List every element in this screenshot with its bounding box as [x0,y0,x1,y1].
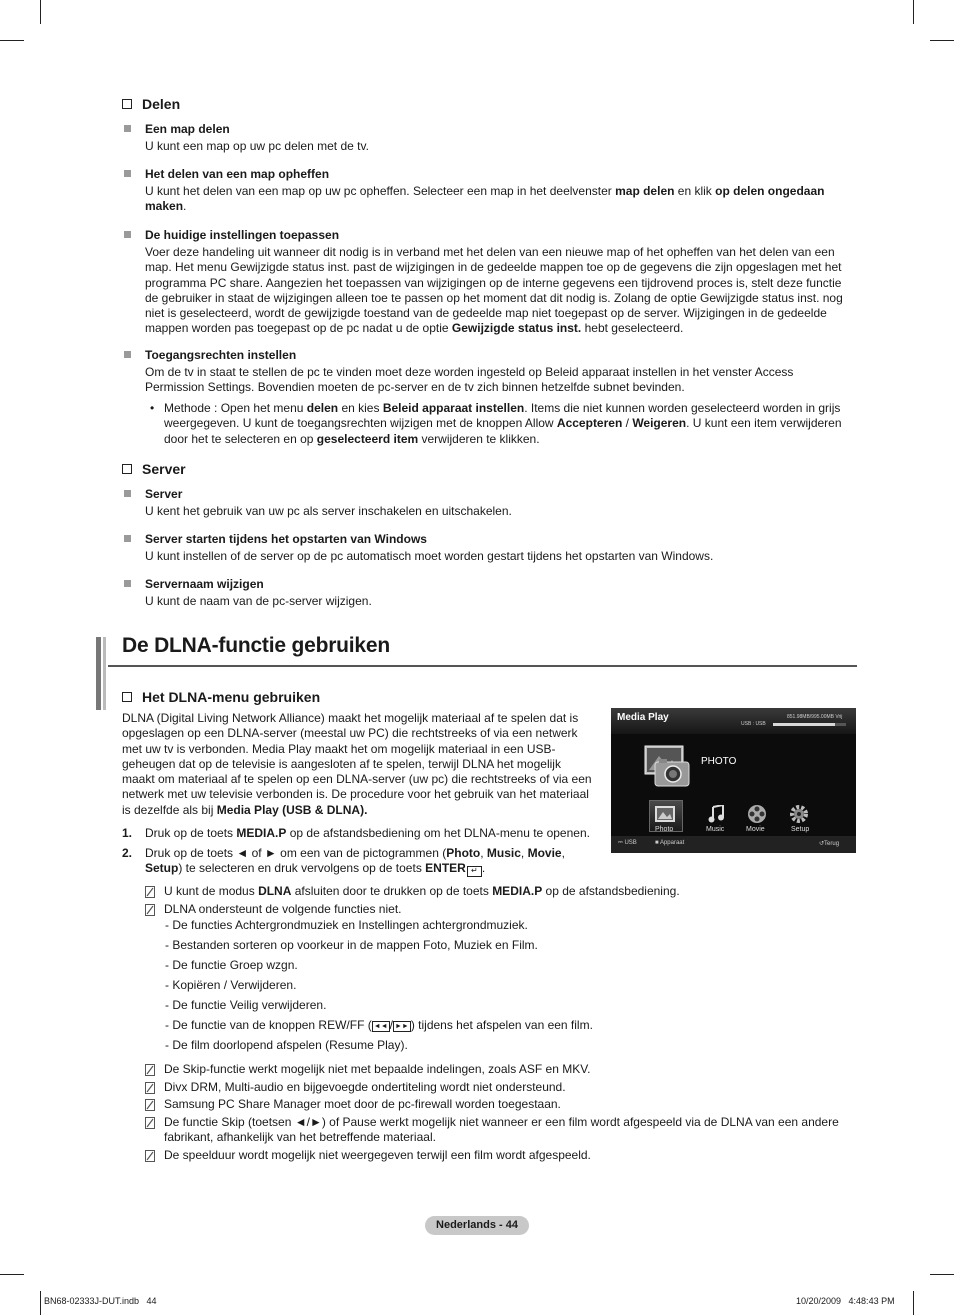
crop-mark [40,0,41,24]
note-icon [145,1064,157,1076]
dlna-intro: DLNA (Digital Living Network Alliance) maakt het mogelijk materiaal af te spelen dat is opgeslagen op een DLNA-server (meestal uw PC) die rechtstreeks of via een netwerk met uw tv is verbonden. Media Play maakt het om mogelijk materiaal in een USB-geheugen dat op de televisie is aangesloten af te spelen, terwijl DLNA het mogelijk maakt om materiaal af te spelen op een DLNA-server (uw pc) die rechtstreeks of via een netwerk met uw televisie verbonden is. De procedure voor het gebruik van het materiaal is dezelfde als bij Media Play (USB & DLNA). [122,711,592,817]
tv-current-label: PHOTO [701,756,737,767]
section-heading-dlna: Het DLNA-menu gebruiken [122,689,320,705]
enter-key-icon: ↵ [467,866,482,877]
footer-date: 10/20/2009 4:48:43 PM [796,1296,895,1306]
item-title: Het delen van een map opheffen [145,167,330,181]
note-text: De Skip-functie werkt mogelijk niet met bepaalde indelingen, zoals ASF en MKV. [164,1062,591,1076]
crop-mark [913,1291,914,1315]
dash-item: - De functie Veilig verwijderen. [165,998,327,1012]
tv-menu-music: Music [706,826,725,833]
note-text: DLNA ondersteunt de volgende functies niet. [164,902,402,916]
note-icon [145,1150,157,1162]
step-text: Druk op de toets ◄ of ► om een van de pictogrammen (Photo, Music, Movie, Setup) te selecteren en druk vervolgens op de toets ENTER ↵ . [145,846,565,876]
item-title: Server starten tijdens het opstarten van Windows [145,532,427,546]
square-bullet-icon [124,231,131,238]
checkbox-bullet-icon [122,464,132,474]
tv-storage: 851.98MB/995.00MB Vrij [787,714,843,720]
item-title: Toegangsrechten instellen [145,348,297,362]
square-bullet-icon [124,535,131,542]
checkbox-bullet-icon [122,692,132,702]
tv-menu-movie: Movie [746,826,765,833]
item-title: Servernaam wijzigen [145,577,264,591]
return-icon: ↺ [819,841,825,847]
item-body: Om de tv in staat te stellen de pc te vinden moet deze worden ingesteld op Beleid apparaat instellen in het venster Access Permission Settings. Bovendien moeten de pc-server en de tv zich binnen hetzelfde subnet bevinden. [145,365,794,395]
fast-forward-icon: ►► [394,1023,409,1030]
dot-bullet-icon: • [150,401,155,415]
tv-title: Media Play [617,712,669,723]
note-icon [145,1117,157,1129]
tv-footer-device: ■ Apparaat [655,840,685,846]
note-icon [145,886,157,898]
tv-storage-fill [773,723,835,726]
rewind-icon: ◄◄ [373,1023,388,1030]
crop-mark [40,1291,41,1315]
note-text: De functie Skip (toetsen ◄/►) of Pause werkt mogelijk niet wanneer er een film wordt afgespeeld via de DLNA van een andere fabrikant, afhankelijk van het betreffende materiaal. [164,1115,839,1145]
step-text: Druk op de toets MEDIA.P op de afstandsbediening om het DLNA-menu te openen. [145,826,590,840]
square-bullet-icon [124,351,131,358]
dash-item: - De film doorlopend afspelen (Resume Play). [165,1038,408,1052]
dash-item: - Kopiëren / Verwijderen. [165,978,297,992]
square-bullet-icon [124,580,131,587]
tv-storage-bar [773,723,846,726]
note-icon [145,1082,157,1094]
footer-file: BN68-02333J-DUT.indb 44 [44,1296,157,1306]
item-body: U kunt het delen van een map op uw pc opheffen. Selecteer een map in het deelvenster map delen en klik op delen ongedaan maken. [145,184,825,214]
photo-icon[interactable] [654,805,676,828]
item-title: De huidige instellingen toepassen [145,228,340,242]
note-icon [145,904,157,916]
crop-mark [0,1274,24,1275]
photo-folder-icon [641,744,691,788]
tv-footer-usb: ⎓ USB [618,840,637,846]
page-number-badge: Nederlands - 44 [425,1216,529,1235]
item-body: U kent het gebruik van uw pc als server inschakelen en uitschakelen. [145,504,512,518]
item-title: Een map delen [145,122,230,136]
item-body: U kunt de naam van de pc-server wijzigen. [145,594,372,608]
checkbox-bullet-icon [122,99,132,109]
square-bullet-icon [124,490,131,497]
crop-mark [913,0,914,24]
item-title: Server [145,487,183,501]
dash-item: - De functies Achtergrondmuziek en Instellingen achtergrondmuziek. [165,918,528,932]
item-body: Voer deze handeling uit wanneer dit nodig is in verband met het delen van een nieuwe map of het opheffen van het delen van een map. Het menu Gewijzigde status inst. past de wijzigingen in de gedeelde mappen toe op de gegevens die zijn opgeslagen met het programma PC share. Aangezien het toepassen van wijzigingen op de interne gegevens een tijdrovend proces is, stelt deze functie de gebruiker in staat de wijzigingen alleen toe te passen op het moment dat dit nodig is. Zolang de optie Gewijzigde status inst. nog niet is geselecteerd, wordt de gewijzigde toestand van de gedeelde map niet toegepast op de server. Wijzigingen in de gedeelde mappen worden pas toegepast op de pc nadat u de optie Gewijzigde status inst. hebt geselecteerd. [145,245,843,336]
crop-mark [930,40,954,41]
note-text: Samsung PC Share Manager moet door de pc-firewall worden toegestaan. [164,1097,561,1111]
chapter-rule [108,665,857,667]
square-bullet-icon [124,170,131,177]
chapter-bar [96,637,101,710]
item-body: U kunt een map op uw pc delen met de tv. [145,139,369,153]
square-bullet-icon [124,125,131,132]
dash-item: - Bestanden sorteren op voorkeur in de mappen Foto, Muziek en Film. [165,938,538,952]
step-number: 1. [122,826,133,840]
dash-item: - De functie Groep wzgn. [165,958,298,972]
step-number: 2. [122,846,133,860]
crop-mark [930,1274,954,1275]
note-text: De speelduur wordt mogelijk niet weergegeven terwijl een film wordt afgespeeld. [164,1148,591,1162]
tv-menu-setup: Setup [791,826,810,833]
section-heading-server: Server [122,461,186,477]
music-icon[interactable] [708,805,724,828]
tv-footer-back: ↺Terug [819,841,840,847]
dash-item: - De functie van de knoppen REW/FF ( ◄◄ / ►► ) tijdens het afspelen van een film. [165,1018,593,1032]
note-text: U kunt de modus DLNA afsluiten door te drukken op de toets MEDIA.P op de afstandsbediening. [164,884,680,898]
chapter-title: De DLNA-functie gebruiken [122,634,391,657]
note-icon [145,1099,157,1111]
item-body: U kunt instellen of de server op de pc automatisch moet worden gestart tijdens het opstarten van Windows. [145,549,714,563]
crop-mark [0,40,24,41]
chapter-bar [103,637,106,710]
note-text: Divx DRM, Multi-audio en bijgevoegde ondertiteling wordt niet ondersteund. [164,1080,566,1094]
bullet-text: Methode : Open het menu delen en kies Beleid apparaat instellen. Items die niet kunnen worden geselecteerd worden in grijs weergegeven. U kunt de toegangsrechten wijzigen met de knoppen Allow Accepteren / Weigeren. U kunt een item verwijderen door het te selecteren en op geselecteerd item verwijderen te klikken. [164,401,842,446]
tv-usb-label: USB : USB [741,721,766,727]
tv-menu-photo: Photo [655,826,674,833]
section-heading-delen: Delen [122,96,180,112]
media-play-screen [611,708,856,853]
